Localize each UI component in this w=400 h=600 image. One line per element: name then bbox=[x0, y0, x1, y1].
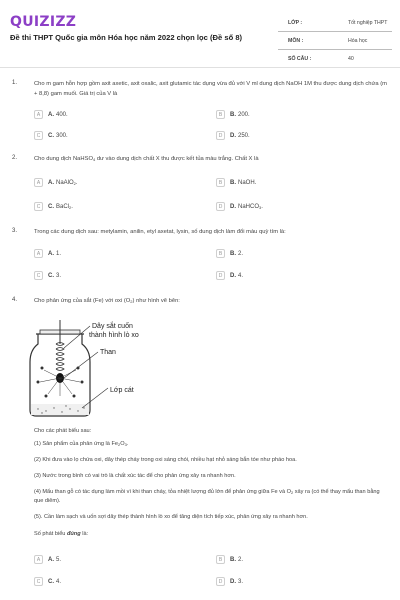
option-letter: D. bbox=[230, 272, 236, 279]
option-letter: C. bbox=[48, 132, 54, 139]
option-letter: A. bbox=[48, 250, 54, 257]
text-part: Cho phản ứng của sắt (Fe) với oxi (O bbox=[34, 298, 131, 304]
label-sand: Lớp cát bbox=[110, 387, 134, 394]
subscript: 3 bbox=[124, 442, 127, 447]
option-c[interactable] bbox=[34, 202, 73, 211]
subscript: 2 bbox=[130, 299, 133, 304]
option-text: 3. bbox=[238, 578, 244, 585]
text-part: NaAlO bbox=[56, 179, 74, 186]
option-box: D bbox=[216, 131, 225, 140]
text-part: Số phát biểu bbox=[34, 531, 67, 537]
option-text: 2. bbox=[238, 556, 244, 563]
leader-coal bbox=[64, 352, 98, 378]
page-title: Đề thi THPT Quốc gia môn Hóa học năm 2022 chọn lọc (Đề số 8) bbox=[10, 33, 243, 42]
option-a[interactable] bbox=[34, 178, 78, 187]
option-letter: D. bbox=[230, 132, 236, 139]
text-part: xảy ra (có thể thay mẩu than bằng que diêm). bbox=[34, 489, 380, 504]
meta-value: 40 bbox=[348, 55, 354, 62]
option-box: A bbox=[34, 555, 43, 564]
option-a[interactable] bbox=[34, 249, 61, 258]
meta-row-class bbox=[278, 14, 392, 32]
subscript: 2 bbox=[69, 204, 72, 210]
option-letter: A. bbox=[48, 556, 54, 563]
option-b[interactable] bbox=[216, 178, 256, 187]
subscript: 3 bbox=[259, 204, 262, 210]
statements-intro: Cho các phát biểu sau: bbox=[34, 428, 92, 434]
statement-1 bbox=[34, 440, 389, 449]
question-ask bbox=[34, 530, 389, 539]
subscript: 2 bbox=[290, 490, 294, 495]
question-number: 4. bbox=[12, 297, 18, 303]
question-number: 2. bbox=[12, 155, 18, 161]
option-text bbox=[238, 204, 263, 210]
option-box: A bbox=[34, 110, 43, 119]
option-letter: B. bbox=[230, 179, 236, 186]
meta-value: Tốt nghiệp THPT bbox=[348, 19, 388, 26]
option-d[interactable] bbox=[216, 577, 243, 586]
text-part: (4) Mẩu than gỗ có tác dụng làm mồi vì khi than cháy, tỏa nhiệt lượng đủ lớn để phản ứng giữa Fe và O bbox=[34, 489, 291, 495]
option-text: 4. bbox=[238, 272, 244, 279]
option-b[interactable] bbox=[216, 249, 243, 258]
meta-value: Hóa học bbox=[348, 37, 368, 44]
text-part: dư vào dung dịch chất X thu được kết tủa màu trắng. Chất X là bbox=[95, 156, 259, 162]
question-number: 3. bbox=[12, 228, 18, 234]
option-c[interactable] bbox=[34, 131, 68, 140]
option-letter: A. bbox=[48, 111, 54, 118]
quizizz-logo: QUIZIZZ bbox=[10, 14, 77, 30]
option-b[interactable] bbox=[216, 555, 243, 564]
statement-5: (5). Cần làm sạch và uốn sợi dây thép thành hình lò xo để tăng diện tích tiếp xúc, phản ứng xảy ra nhanh hơn. bbox=[34, 514, 308, 520]
text-part: BaCl bbox=[56, 203, 70, 210]
option-c[interactable] bbox=[34, 577, 61, 586]
option-text: 1. bbox=[56, 250, 62, 257]
emphasis: đúng bbox=[66, 531, 81, 537]
option-a[interactable] bbox=[34, 110, 68, 119]
option-a[interactable] bbox=[34, 555, 61, 564]
meta-table bbox=[278, 14, 392, 68]
option-box: B bbox=[216, 178, 225, 187]
text-part: là: bbox=[80, 531, 89, 537]
option-text bbox=[56, 204, 73, 210]
meta-row-count bbox=[278, 50, 392, 68]
text-part: . bbox=[71, 203, 73, 210]
leader-sand bbox=[82, 388, 108, 408]
label-wire-2: thành hình lò xo bbox=[89, 332, 139, 339]
option-letter: C. bbox=[48, 203, 54, 210]
question-text bbox=[34, 155, 389, 165]
text-part: O bbox=[120, 441, 125, 447]
option-box: B bbox=[216, 110, 225, 119]
option-d[interactable] bbox=[216, 131, 250, 140]
text-part: ) như hình vẽ bên: bbox=[132, 298, 180, 304]
option-text: 3. bbox=[56, 272, 62, 279]
label-wire-1: Dây sắt cuốn bbox=[92, 323, 133, 330]
option-letter: D. bbox=[230, 203, 236, 210]
meta-row-subject bbox=[278, 32, 392, 50]
text-part: NaHCO bbox=[238, 203, 260, 210]
option-d[interactable] bbox=[216, 271, 243, 280]
option-b[interactable] bbox=[216, 110, 250, 119]
option-box: C bbox=[34, 577, 43, 586]
question-text: Trong các dung dịch sau: metylamin, anilin, etyl axetat, lysin, số dung dịch làm đổi màu quỳ tím là: bbox=[34, 229, 286, 235]
option-box: C bbox=[34, 271, 43, 280]
question-text: Cho m gam hỗn hợp gồm axit axetic, axit oxalic, axit glutamic tác dụng vừa đủ với V ml dung dịch NaOH 1M thu được dung dịch chứa (m + 8,8) gam muối. Giá trị của V là bbox=[34, 81, 387, 97]
question-number: 1. bbox=[12, 80, 18, 86]
option-box: A bbox=[34, 249, 43, 258]
option-text: 250. bbox=[238, 132, 250, 139]
option-box: C bbox=[34, 131, 43, 140]
meta-label: LỚP : bbox=[288, 19, 303, 26]
option-text: 400. bbox=[56, 111, 68, 118]
statement-3: (3) Nước trong bình có vai trò là chất xúc tác để cho phản ứng xảy ra nhanh hơn. bbox=[34, 473, 236, 479]
leader-wire bbox=[64, 326, 90, 348]
option-letter: C. bbox=[48, 578, 54, 585]
option-box: B bbox=[216, 555, 225, 564]
subscript: 2 bbox=[73, 180, 76, 186]
option-letter: B. bbox=[230, 250, 236, 257]
option-box: B bbox=[216, 249, 225, 258]
meta-label: MÔN : bbox=[288, 37, 304, 44]
option-text: 2. bbox=[238, 250, 244, 257]
statement-4 bbox=[34, 488, 389, 506]
option-text bbox=[56, 180, 78, 186]
statement-2: (2) Khi đưa vào lọ chứa oxi, dây thép cháy trong oxi sáng chói, nhiều hạt nhỏ sáng bắn tóe như pháo hoa. bbox=[34, 457, 297, 463]
option-letter: B. bbox=[230, 111, 236, 118]
option-box: D bbox=[216, 577, 225, 586]
header-divider bbox=[0, 67, 400, 68]
option-text: 200. bbox=[238, 111, 250, 118]
option-c[interactable] bbox=[34, 271, 61, 280]
text-part: Cho dung dịch NaHSO bbox=[34, 156, 93, 162]
sand-layer bbox=[31, 404, 89, 415]
question-text bbox=[34, 297, 389, 307]
option-text: 4. bbox=[56, 578, 62, 585]
subscript: 4 bbox=[92, 157, 96, 162]
label-coal: Than bbox=[100, 349, 116, 356]
option-box: A bbox=[34, 178, 43, 187]
option-box: D bbox=[216, 271, 225, 280]
option-letter: D. bbox=[230, 578, 236, 585]
option-letter: A. bbox=[48, 179, 54, 186]
text-part: (1) Sản phẩm của phản ứng là Fe bbox=[34, 441, 118, 447]
option-text: 5. bbox=[56, 556, 62, 563]
option-text: NaOH. bbox=[238, 179, 257, 186]
wire-spring bbox=[56, 343, 64, 371]
meta-label: SỐ CÂU : bbox=[288, 55, 312, 62]
option-box: C bbox=[34, 202, 43, 211]
option-letter: C. bbox=[48, 272, 54, 279]
subscript: 2 bbox=[117, 442, 121, 447]
option-text: 300. bbox=[56, 132, 68, 139]
reaction-figure bbox=[26, 312, 166, 422]
text-part: . bbox=[75, 179, 78, 186]
option-box: D bbox=[216, 202, 225, 211]
text-part: . bbox=[261, 203, 263, 210]
option-d[interactable] bbox=[216, 202, 263, 211]
option-letter: B. bbox=[230, 556, 236, 563]
text-part: . bbox=[126, 441, 129, 447]
